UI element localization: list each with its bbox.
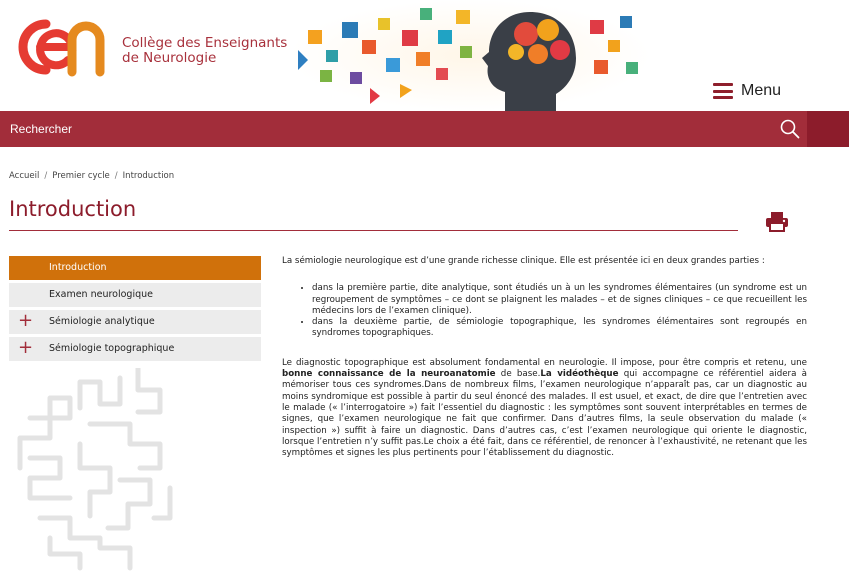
bold-neuroanatomie: bonne connaissance de la neuroanatomie [282,369,496,380]
search-icon[interactable] [780,119,800,139]
paragraph-text: Le diagnostic topographique est absolument fondamental en neurologie. Il impose, pour être compris et retenu, une [282,357,807,368]
breadcrumb-separator: / [44,171,48,181]
sidebar-item-label: Introduction [49,262,107,273]
logo-text[interactable] [122,36,287,66]
searchbar-end-block [807,111,849,147]
logo-text-line2: de Neurologie [122,50,217,66]
intro-paragraph: La sémiologie neurologique est d’une grande richesse clinique. Elle est présentée ici en deux grandes parties : [282,256,765,266]
brain-maze-icon [10,368,180,577]
expand-plus-icon[interactable]: + [18,310,34,331]
breadcrumb-separator: / [114,171,118,181]
hamburger-icon [713,83,733,99]
cen-logo-icon[interactable] [16,14,110,80]
sidebar-item-semiologie-topographique[interactable] [9,337,261,361]
parts-list [312,283,807,339]
breadcrumb-home[interactable]: Accueil [9,171,40,181]
breadcrumb-premier-cycle[interactable]: Premier cycle [52,171,110,181]
header-banner-image [290,0,650,111]
sidebar-item-label: Sémiologie topographique [49,343,175,354]
list-item: • dans la deuxième partie, de sémiologie topographique, les syndromes élémentaires sont regroupés en syndromes topographiques. [312,317,807,340]
page-title: Introduction [9,197,137,221]
bold-videotheque: La vidéothèque [540,369,619,380]
paragraph-text: de base. [495,369,541,380]
logo-text-line1: Collège des Enseignants [122,35,288,51]
sidebar-item-examen-neurologique[interactable] [9,283,261,307]
diagnostic-paragraph [282,358,807,460]
search-bar [0,111,849,147]
breadcrumb-current: Introduction [122,171,175,181]
menu-label: Menu [741,82,782,99]
menu-button[interactable] [713,82,781,100]
sidebar-item-label: Examen neurologique [49,289,153,300]
paragraph-text: qui accompagne ce référentiel aidera à mémoriser tous ces syndromes.Dans de nombreux films, l’examen neurologique n’apparaît pas, car un diagnostic au moins syndromique est possible à partir du seul énoncé des malades. Il est usuel, et exact, de dire que l’entretien avec le malade (« l’interrogatoire ») fait l’essentiel du diagnostic : les symptômes sont souvent interprétables en termes de signes, que l’examen neurologique ne fait que confirmer. Dans d’autres films, la seule observation du malade (« inspection ») suffit à faire un diagnostic. Dans d’autres cas, c’est l’examen neurologique qui oriente le diagnostic, lorsque l’entretien n’y suffit pas.Le choix a été fait, dans ce référentiel, de renoncer à l’exhaustivité, ne retenant que les symptômes et signes les plus pertinents pour l’établissement du diagnostic. [282,369,807,459]
sidebar-item-semiologie-analytique[interactable] [9,310,261,334]
sidebar-nav [9,256,261,364]
main-content [282,256,807,459]
printer-icon[interactable] [766,212,788,232]
sidebar-item-introduction[interactable] [9,256,261,280]
expand-plus-icon[interactable]: + [18,337,34,358]
title-divider [9,230,738,231]
sidebar-item-label: Sémiologie analytique [49,316,155,327]
list-item: • dans la première partie, dite analytique, sont étudiés un à un les syndromes élémentaires (un syndrome est un regroupement de symptômes – ce dont se plaignent les malades – et de signes cliniques – ce que recueillent les médecins lors de l’examen clinique). [312,283,807,317]
site-header [0,0,849,111]
search-input[interactable] [10,119,710,139]
breadcrumb [9,171,174,181]
